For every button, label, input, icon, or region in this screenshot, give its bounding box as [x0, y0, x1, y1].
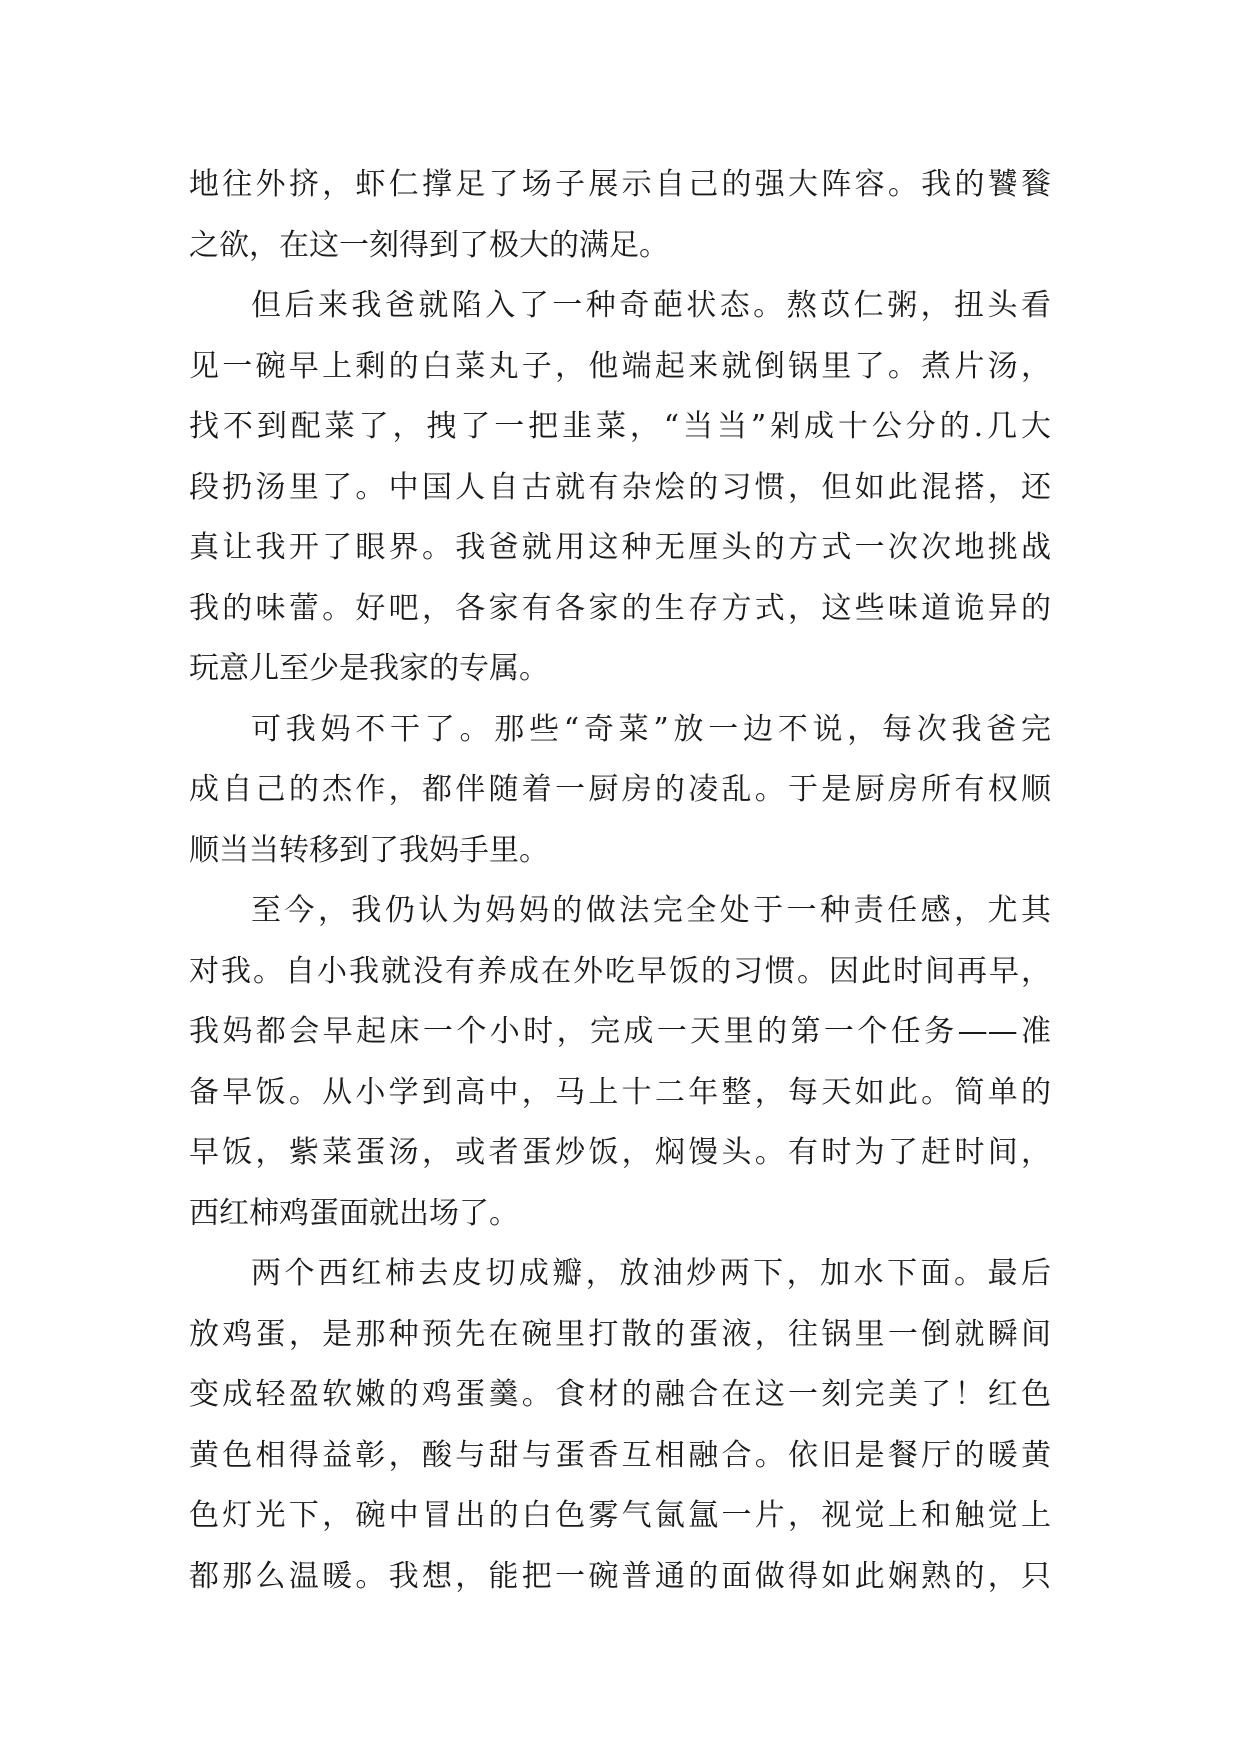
text-line: 找不到配菜了，拽了一把韭菜，“当当”剁成十公分的.几大: [189, 409, 1051, 444]
text-line: 对我。自小我就没有养成在外吃早饭的习惯。因此时间再早，: [189, 953, 1051, 989]
text-line: 都那么温暖。我想，能把一碗普通的面做得如此娴熟的，只: [189, 1558, 1051, 1594]
text-line: 放鸡蛋，是那种预先在碗里打散的蛋液，往锅里一倒就瞬间: [189, 1316, 1051, 1352]
text-line: 段扔汤里了。中国人自古就有杂烩的习惯，但如此混搭，还: [189, 469, 1051, 505]
text-line: 成自己的杰作，都伴随着一厨房的凌乱。于是厨房所有权顺: [189, 772, 1051, 807]
text-line: 色灯光下，碗中冒出的白色雾气氤氲一片，视觉上和触觉上: [189, 1498, 1051, 1533]
text-line: 两个西红柿去皮切成瓣，放油炒两下，加水下面。最后: [251, 1256, 1051, 1291]
text-line: 黄色相得益彰，酸与甜与蛋香互相融合。依旧是餐厅的暖黄: [189, 1437, 1051, 1473]
text-line: 但后来我爸就陷入了一种奇葩状态。熬苡仁粥，扭头看: [251, 288, 1051, 323]
text-line: 真让我开了眼界。我爸就用这种无厘头的方式一次次地挑战: [189, 530, 1051, 565]
text-line: 可我妈不干了。那些“奇菜”放一边不说，每次我爸完: [251, 711, 1051, 747]
text-line: 我的味蕾。好吧，各家有各家的生存方式，这些味道诡异的: [189, 590, 1051, 626]
paragraph: [189, 700, 1051, 882]
document-body: [189, 155, 1051, 1607]
text-line: 见一碗早上剩的白菜丸子，他端起来就倒锅里了。煮片汤，: [189, 348, 1051, 384]
text-line: 早饭，紫菜蛋汤，或者蛋炒饭，焖馒头。有时为了赶时间，: [189, 1135, 1051, 1170]
text-line: 我妈都会早起床一个小时，完成一天里的第一个任务——准: [189, 1014, 1051, 1049]
text-line: 至今，我仍认为妈妈的做法完全处于一种责任感，尤其: [251, 893, 1051, 928]
text-line: 顺当当转移到了我妈手里。: [189, 832, 549, 868]
paragraph: [189, 1244, 1051, 1607]
text-line: 地往外挤，虾仁撑足了场子展示自己的强大阵容。我的饕餮: [189, 167, 1051, 202]
text-line: 备早饭。从小学到高中，马上十二年整，每天如此。简单的: [189, 1074, 1051, 1110]
text-line: 玩意儿至少是我家的专属。: [189, 651, 549, 686]
text-line: 之欲，在这一刻得到了极大的满足。: [189, 227, 669, 263]
text-line: 变成轻盈软嫩的鸡蛋羹。食材的融合在这一刻完美了！红色: [189, 1377, 1051, 1412]
paragraph: [189, 155, 1051, 276]
paragraph: [189, 276, 1051, 700]
text-line: 西红柿鸡蛋面就出场了。: [189, 1195, 519, 1231]
paragraph: [189, 881, 1051, 1244]
